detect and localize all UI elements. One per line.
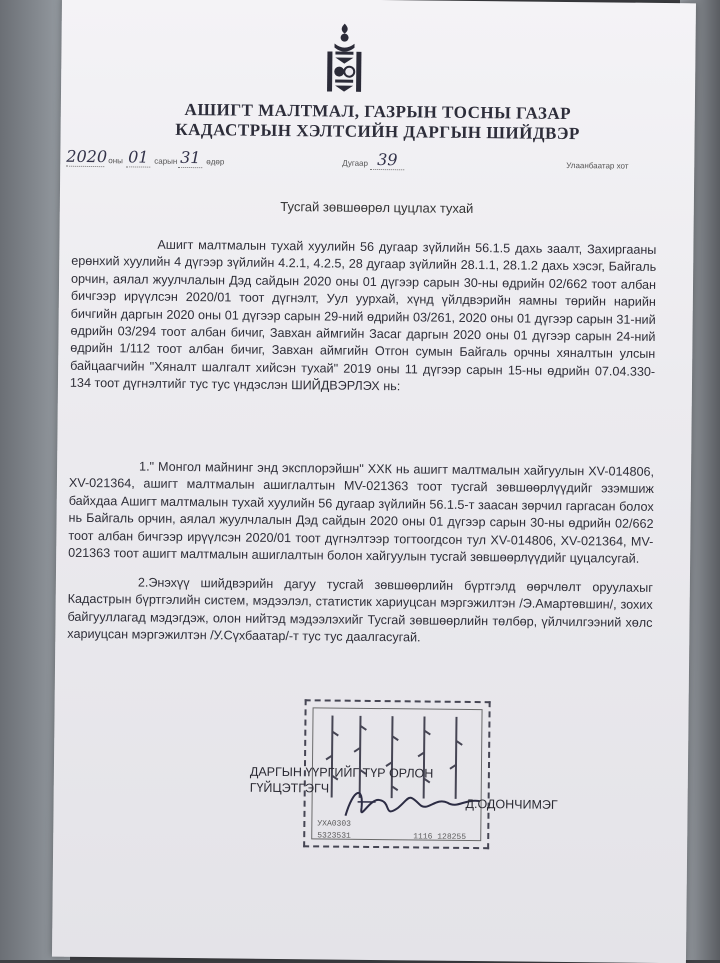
soyombo-emblem-icon [321,21,368,95]
city-label: Улаанбаатар хот [566,160,629,171]
signatory-name: Д.ОДОНЧИМЭГ [465,796,558,812]
date-day: 31 [180,147,201,168]
document-subject: Тусгай зөвшөөрөл цуцлах тухай [280,198,474,216]
signatory-title-line2: ГҮЙЦЭТГЭГЧ [249,780,330,796]
date-year: 2020 [66,146,108,167]
signatory-title-line1: ДАРГЫН ҮҮРГИЙГ ТҮР ОРЛОН [249,764,434,781]
stamp-code-1: УХА0303 [317,819,352,829]
stamp-code-3: 1116 128255 [413,832,467,842]
number-label: Дугаар [342,158,369,168]
date-day-suffix: өдөр [206,157,225,167]
document-page [52,0,696,963]
document-type-title: КАДАСТРЫН ХЭЛТСИЙН ДАРГЫН ШИЙДВЭР [175,119,580,144]
date-number-row [60,147,694,178]
document-number: 39 [370,150,404,170]
organization-name: АШИГТ МАЛТМАЛ, ГАЗРЫН ТОСНЫ ГАЗАР [184,99,572,124]
paragraph-decision-2: 2.Энэхүү шийдвэрийн дагуу тусгай зөвшөөрлийн бүртгэлд өөрчлөлт оруулахыг Кадастрын бүртгэлийн систем, мэдээлэл, статистик хариуцсан мэргэжилтэн /Э.Амартөвшин/, зохих байгууллагад мэдэгдэж, олон нийтэд мэдээлэхийг Тусгай зөвшөөрлийн төлбөр, үйлчилгээний хөлс хариуцсан мэргэжилтэн /У.Сүхбаатар/-т тус тус даалгасугай. [67,575,653,645]
stamp-code-2: 5323531 [317,831,351,841]
date-month-suffix: сарын [154,156,178,166]
date-month: 01 [128,147,149,167]
date-year-suffix: оны [108,156,123,166]
paragraph-decision-1: 1." Монгол майнинг энд эксплорэйшн" ХХК нь ашигт малтмалын хайгуулын XV-014806, XV-021364, ашигт малтмалын ашиглалтын MV-021363 тоот тусгай зөвшөөрлүүдийг эзэмшиж байхдаа Ашигт малтмалын тухай хуулийн 56 дугаар зүйлийн 56.1.5-т заасан зөрчил гаргасан болох нь Байгаль орчин, аялал жуулчлалын Дэд сайдын 2020 оны 01 дүгээр сарын 30-ны өдрийн 02/662 тоот албан бичгээр ирүүлсэн 2020/01 тоот дүгнэлтээр тогтоогдсон тул XV-014806, XV-021364, MV-021363 тоот ашигт малтмалын ашиглалтын болон хайгуулын тусгай зөвшөөрлүүдийг цуцалсугай. [68,459,655,566]
paragraph-basis: Ашигт малтмалын тухай хуулийн 56 дугаар зүйлийн 56.1.5 дахь заалт, Захиргааны ерөнхий хуулийн 4 дүгээр зүйлийн 4.2.1, 4.2.5, 28 дугаар зүйлийн 28.1.1, 28.1.2 дахь хэсэг, Байгаль орчин, аялал жуулчлалын Дэд сайдын 2020 оны 01 дүгээр сарын 30-ны өдрийн 02/662 тоот албан бичгээр ирүүлсэн 2020/01 тоот дүгнэлт, Уул уурхай, хүнд үйлдвэрийн яамны төрийн нарийн бичгийн даргын 2020 оны 01 дүгээр сарын 29-ний өдрийн 03/261, 2020 оны 01 дүгээр сарын 31-ний өдрийн 03/294 тоот албан бичиг, Завхан аймгийн Засаг даргын 2020 оны 01 дүгээр сарын 24-ний өдрийн 1/112 тоот албан бичиг, Завхан аймгийн Отгон сумын Байгаль орчны хяналтын улсын байцаагчийн "Хяналт шалгалт хийсэн тухай" 2019 оны 11 дүгээр сарын 15-ны өдрийн 07.04.330-134 тоот дүгнэлтийг тус тус үндэслэн ШИЙДВЭРЛЭХ нь: [69,237,657,394]
